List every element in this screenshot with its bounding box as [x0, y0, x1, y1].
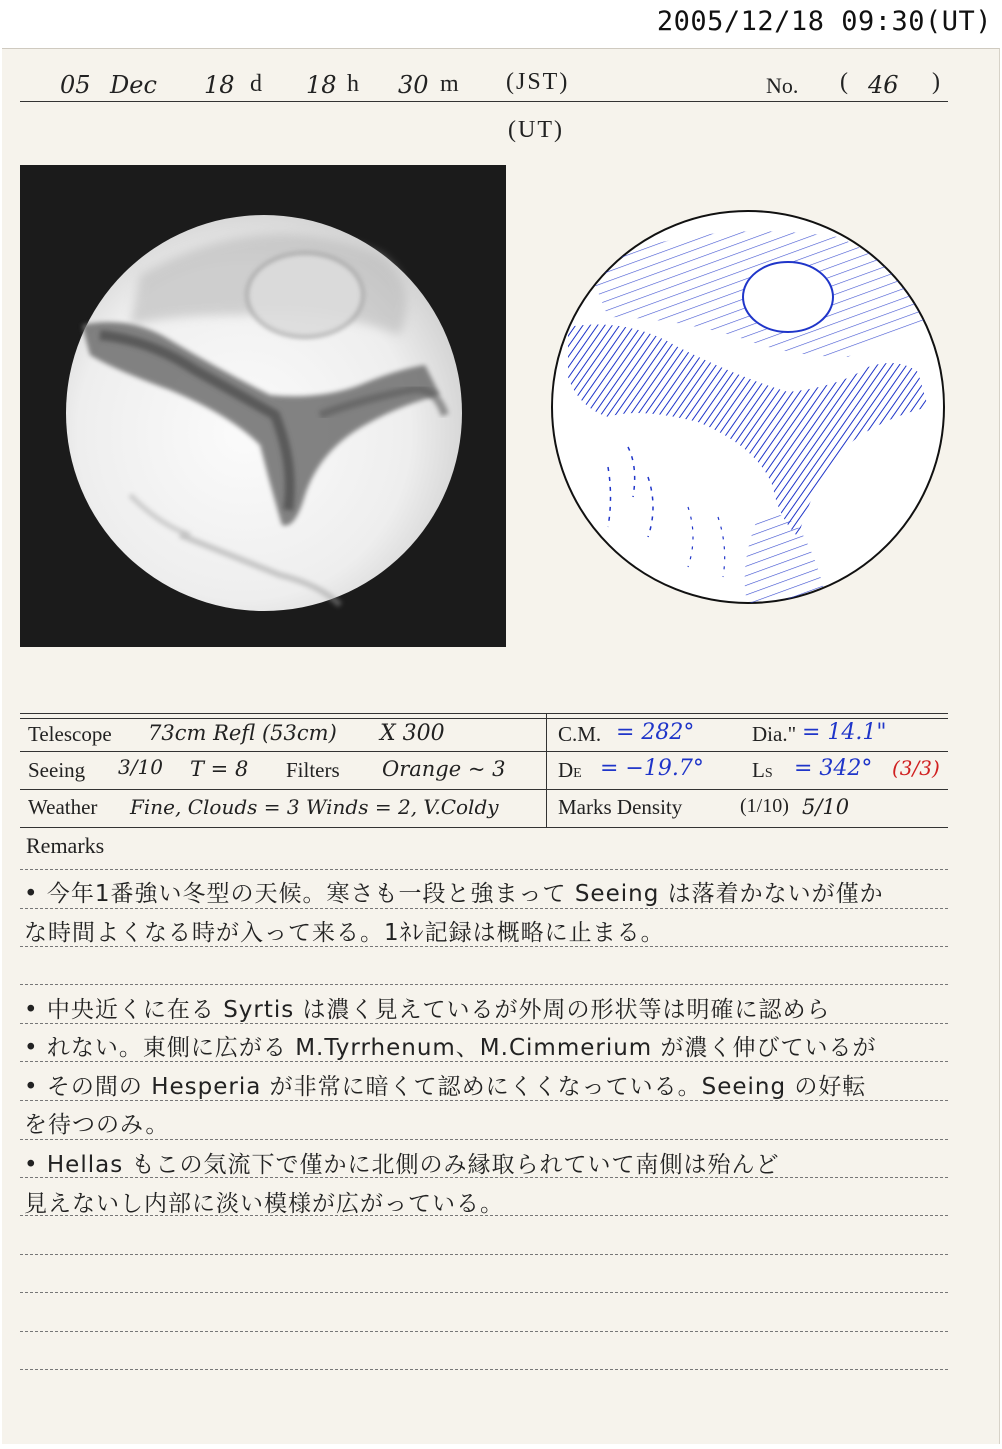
remark-line-3: • 中央近くに在る Syrtis は濃く見えているが外周の形状等は明確に認めら: [24, 997, 831, 1023]
header-year: 05: [60, 71, 91, 99]
header-hour: 18: [306, 71, 337, 99]
pencil-drawing: [20, 165, 506, 647]
header-month: Dec: [110, 71, 157, 99]
header-hour-unit: h: [347, 71, 359, 97]
row1-rule: [20, 751, 948, 752]
ls-label-sub: S: [764, 766, 773, 781]
remark-line-2: な時間よくなる時が入って来る。1ﾈﾚ記録は概略に止まる。: [24, 920, 665, 946]
ls-extra: (3/3): [892, 756, 940, 780]
de-label-main: D: [558, 758, 574, 782]
remark-line-5: • その間の Hesperia が非常に暗くて認めにくくなっている。Seeing の好転: [24, 1074, 867, 1100]
remark-rule-11: [20, 1292, 948, 1293]
de-value: = −19.7°: [600, 756, 704, 781]
remark-rule-9: [20, 1215, 948, 1216]
remark-rule-7: [20, 1139, 948, 1140]
remarks-label: Remarks: [26, 833, 105, 858]
remark-rule-4: [20, 1023, 948, 1024]
weather-value: Fine, Clouds = 3 Winds = 2, V.Coldy: [130, 795, 499, 819]
observation-card: [2, 48, 1000, 1444]
telescope-value: 73cm Refl (53cm): [148, 721, 337, 745]
filters-label: Filters: [286, 758, 340, 782]
remark-line-8: 見えないし内部に淡い模様が広がっている。: [24, 1191, 504, 1217]
timestamp-stamp: 2005/12/18 09:30(UT): [656, 6, 992, 37]
table-top-rule: [20, 713, 948, 714]
t-value: T = 8: [190, 757, 249, 781]
remark-rule-0: [20, 869, 948, 870]
seeing-label: Seeing: [28, 758, 86, 782]
header-minute-unit: m: [440, 71, 459, 97]
header-day: 18: [204, 71, 235, 99]
table-divider: [546, 713, 547, 827]
remark-line-4: • れない。東側に広がる M.Tyrrhenum、M.Cimmerium が濃く伸びているが: [24, 1035, 877, 1061]
header-no-label: No.: [766, 73, 799, 98]
remark-line-7: • Hellas もこの気流下で僅かに北側のみ縁取られていて南側は殆んど: [24, 1152, 780, 1178]
cm-label: C.M.: [558, 722, 602, 746]
dia-value: = 14.1": [802, 720, 887, 745]
dia-label: Dia.": [752, 722, 797, 746]
remark-rule-13: [20, 1369, 948, 1370]
remark-rule-8: [20, 1177, 948, 1178]
cm-value: = 282°: [616, 720, 695, 745]
header-no-close: ): [932, 69, 940, 95]
weather-label: Weather: [28, 795, 98, 819]
magnification-value: X 300: [380, 721, 445, 746]
row3-rule: [20, 827, 948, 828]
pencil-drawing-image: [20, 165, 506, 647]
header-minute: 30: [398, 71, 429, 99]
table-top-rule-2: [20, 718, 948, 719]
pen-sketch-image: [548, 207, 948, 607]
de-label-sub: E: [573, 766, 582, 781]
ls-label-main: L: [752, 758, 765, 782]
row2-rule: [20, 789, 948, 790]
remark-rule-1: [20, 908, 948, 909]
remark-line-6: を待つのみ。: [24, 1112, 170, 1138]
marks-label: Marks Density: [558, 795, 683, 819]
header-jst: (JST): [506, 69, 570, 95]
header-day-unit: d: [250, 71, 262, 97]
de-label: [558, 758, 582, 783]
marks-unit: (1/10): [740, 795, 789, 817]
remark-rule-3: [20, 984, 948, 985]
remark-rule-10: [20, 1254, 948, 1255]
header-no-open: (: [840, 69, 848, 95]
header-rule: [20, 101, 948, 102]
header-ut: (UT): [508, 117, 564, 143]
remark-rule-12: [20, 1331, 948, 1332]
remark-line-1: • 今年1番強い冬型の天候。寒さも一段と強まって Seeing は落着かないが僅か: [24, 881, 884, 907]
remark-rule-6: [20, 1100, 948, 1101]
marks-value: 5/10: [802, 795, 850, 819]
seeing-value: 3/10: [118, 755, 163, 779]
header-no-value: 46: [868, 71, 899, 99]
filters-value: Orange ~ 3: [382, 757, 506, 781]
remark-rule-2: [20, 946, 948, 947]
telescope-label: Telescope: [28, 722, 112, 746]
pen-sketch: [548, 207, 948, 607]
ls-value: = 342°: [794, 756, 873, 781]
ls-label: [752, 758, 773, 783]
remark-rule-5: [20, 1061, 948, 1062]
